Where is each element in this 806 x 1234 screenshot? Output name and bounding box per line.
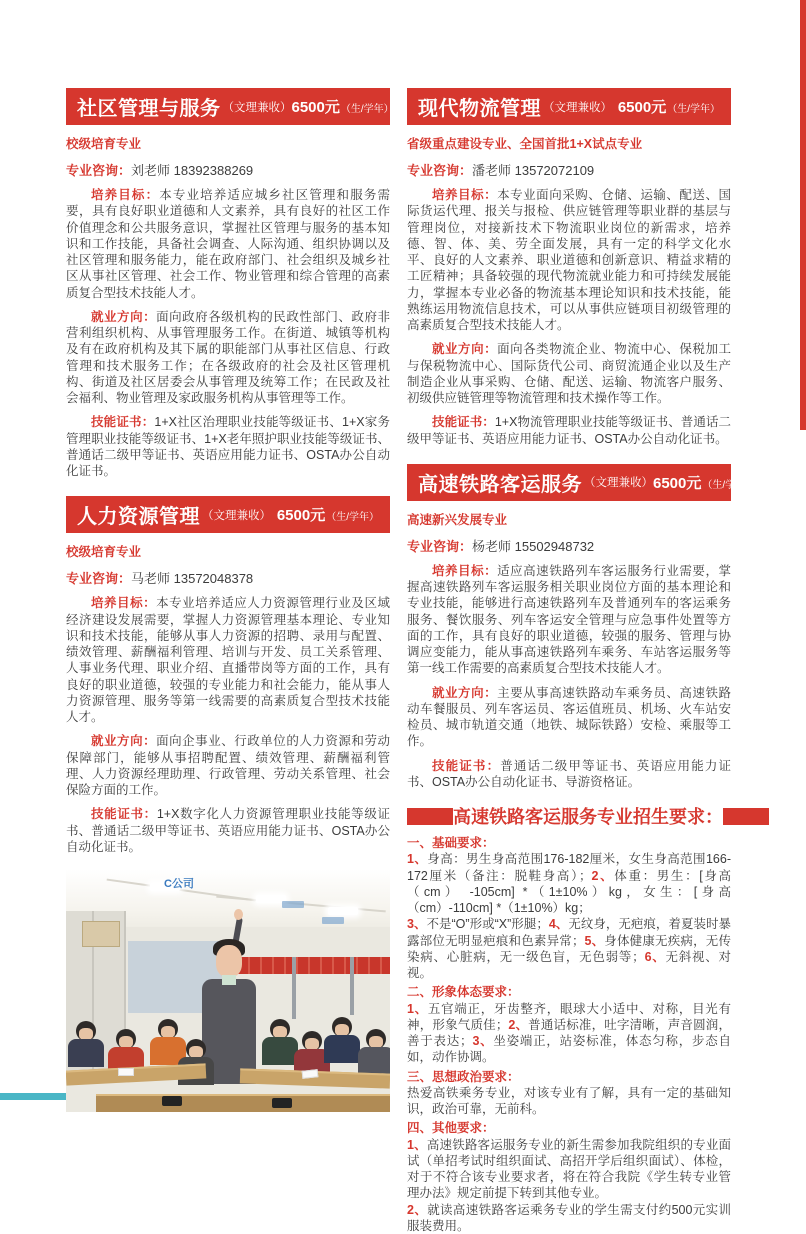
program-stream: （文理兼收） <box>223 99 292 115</box>
section-label: 培养目标： <box>91 596 156 610</box>
program-fee-amount: 6500元 <box>277 504 325 525</box>
photo-teacher-hand <box>234 909 243 920</box>
requirements-title-row <box>407 803 731 829</box>
section-text: 适应高速铁路列车客运服务行业需要，掌握高速铁路列车客运服务相关职业岗位方面的基本理论和专业技能，能够进行高速铁路列车及普通列车的客运乘务服务、餐饮服务、列车客运安全管理与应急事件处置等方面的工作，具有良好的职业道德，较强的服务、管理与协调应变能力，能从事高速铁路列车乘务、车站客运服务等第一线工作需要的高素质复合型技术技能人才。 <box>407 564 731 676</box>
program-career-paragraph <box>66 309 390 407</box>
program-goal-paragraph <box>66 187 390 301</box>
section-text: 主要从事高速铁路动车乘务员、高速铁路动车餐服员、列车客运员、客运值班员、机场、火车站安检员、城市轨道交通（地铁、城际铁路）安检、乘服等工作。 <box>407 686 731 749</box>
photo-stand-post <box>350 957 354 1015</box>
program-fee <box>277 504 379 525</box>
program-fee <box>292 96 394 117</box>
photo-teacher-head <box>216 945 242 977</box>
program-certificate-paragraph <box>407 758 731 791</box>
photo-student <box>262 1019 298 1065</box>
program-fee-unit: （生/学年） <box>667 100 720 115</box>
consult-label: 专业咨询： <box>407 539 472 554</box>
requirement-line <box>407 1202 731 1234</box>
program-goal-paragraph <box>407 563 731 677</box>
section-text: 1+X物流管理职业技能等级证书、普通话二级甲等证书、英语应用能力证书、OSTA办公自动化证书。 <box>407 415 731 445</box>
program-fee-amount: 6500元 <box>618 96 666 117</box>
requirement-text: 不是“O”形或“X”形腿； <box>426 917 548 931</box>
section-label: 技能证书： <box>432 759 500 773</box>
consult-value: 潘老师 13572072109 <box>472 163 594 178</box>
photo-cardboard-box <box>82 921 120 947</box>
program-certificate-paragraph <box>407 414 731 447</box>
requirement-text: 身高：男生身高范围176-182厘米，女生身高范围166-172厘米（备注：脱鞋身高）； <box>407 852 731 882</box>
requirement-text: 坐姿端正，站姿标准，体态匀称，步态自如，动作协调。 <box>407 1034 731 1064</box>
requirement-text: 普通话标准，吐字清晰，声音圆润，善于表达； <box>407 1018 731 1048</box>
program-title: 高速铁路客运服务 <box>418 468 582 497</box>
section-text: 面向政府各级机构的民政性部门、政府非营利组织机构、从事管理服务工作。在街道、城镇等机构及有在政府机构及其下属的职能部门从事社区信息、行政管理和技术服务工作；在各级政府的社会及社区管理机构、街道及社区居委会从事管理及统筹工作；在民政及社会福利、物业管理及家政服务机构从事管理等工作。 <box>66 310 390 405</box>
requirement-number: 3、 <box>472 1034 493 1048</box>
program-consult-line <box>407 536 731 555</box>
requirement-text: 身体健康无疾病，无传染病、心脏病，无一级色盲，无色弱等； <box>407 934 731 964</box>
program-career-paragraph <box>66 733 390 798</box>
section-text: 普通话二级甲等证书、英语应用能力证书、OSTA办公自动化证书、导游资格证。 <box>407 759 731 789</box>
photo-student <box>68 1021 104 1067</box>
photo-student <box>324 1017 360 1063</box>
program-goal-paragraph <box>66 595 390 725</box>
consult-label: 专业咨询： <box>407 163 472 178</box>
consult-value: 刘老师 18392388269 <box>131 163 253 178</box>
page-edge-accent-right <box>800 0 806 430</box>
program-title: 人力资源管理 <box>77 500 200 529</box>
requirement-text: 高速铁路客运服务专业的新生需参加我院组织的专业面试（单招考试时组织面试、高招开学后组织面试）、体检，对于不符合该专业要求者，将在符合我院《学生转专业管理办法》规定前提下转到其他专业。 <box>407 1138 731 1201</box>
program-consult-line <box>66 160 390 179</box>
program-card-high-speed-rail <box>407 464 731 790</box>
requirements-list <box>407 835 731 1234</box>
program-header <box>407 88 731 125</box>
program-header <box>407 464 731 501</box>
classroom-photo <box>66 869 390 1112</box>
program-career-paragraph <box>407 341 731 406</box>
consult-label: 专业咨询： <box>66 163 131 178</box>
program-goal-paragraph <box>407 187 731 333</box>
section-label: 技能证书： <box>91 415 154 429</box>
right-column <box>407 88 731 1234</box>
requirement-line <box>407 916 731 981</box>
requirement-number: 1、 <box>407 1138 427 1152</box>
section-text: 本专业培养适应人力资源管理行业及区域经济建设发展需要，掌握人力资源管理基本理论、专业知识和技术技能，能够从事人力资源的招聘、录用与配置、绩效管理、薪酬福利管理、培训与开发、员工关系管理、人事业务代理、职业介绍、直播带岗等方面的工作，具有良好的职业道德，较强的专业能力和社会能力，能从事人力资源管理、服务等第一线需要的高素质复合型技术技能人才。 <box>66 596 390 724</box>
requirement-line <box>407 1137 731 1202</box>
section-text: 本专业培养适应城乡社区管理和服务需要，具有良好职业道德和人文素养，具有良好的社区工作价值理念和公共服务意识，掌握社区管理与服务的基本知识和工作技能，具备社会调查、人际沟通、组织协调以及社区管理和服务能力，能在政府部门、社会组织及城乡社区从事社区管理、社会工作、物业管理和综合管理的高素质复合型技术技能人才。 <box>66 188 390 300</box>
requirement-line <box>407 1001 731 1066</box>
requirement-text: 热爱高铁乘务专业，对该专业有了解，具有一定的基础知识，政治可靠，无前科。 <box>407 1086 731 1116</box>
requirement-number: 2、 <box>508 1018 528 1032</box>
program-badge: 校级培育专业 <box>66 134 390 152</box>
program-badge: 高速新兴发展专业 <box>407 510 731 528</box>
photo-stand-post <box>292 957 296 1019</box>
program-stream: （文理兼收） <box>584 474 653 490</box>
section-text: 1+X数字化人力资源管理职业技能等级证书、普通话二级甲等证书、英语应用能力证书、OSTA办公自动化证书。 <box>66 807 390 854</box>
section-label: 就业方向： <box>432 342 497 356</box>
program-badge: 省级重点建设专业、全国首批1+X试点专业 <box>407 134 731 152</box>
left-column <box>66 88 390 1234</box>
photo-paper <box>118 1068 134 1076</box>
section-label: 就业方向： <box>91 734 156 748</box>
photo-paper <box>302 1069 319 1079</box>
section-label: 就业方向： <box>432 686 497 700</box>
program-stream: （文理兼收） <box>202 507 271 523</box>
photo-small-sign <box>282 901 304 908</box>
program-fee-amount: 6500元 <box>292 96 340 117</box>
program-title: 现代物流管理 <box>418 92 541 121</box>
program-fee-amount: 6500元 <box>653 472 701 493</box>
program-career-paragraph <box>407 685 731 750</box>
requirement-text: 无纹身，无疤痕，着夏装时暴露部位无明显疤痕和色素异常； <box>407 917 731 947</box>
section-label: 就业方向： <box>91 310 156 324</box>
program-card-human-resources <box>66 496 390 855</box>
program-fee-unit: （生/学年） <box>326 508 379 523</box>
program-header <box>66 88 390 125</box>
section-label: 培养目标： <box>432 564 497 578</box>
requirement-text: 五官端正，牙齿整齐，眼球大小适中、对称，目光有神，形象气质佳； <box>407 1002 731 1032</box>
requirement-group-heading: 一、基础要求： <box>407 835 731 851</box>
requirement-number: 5、 <box>584 934 604 948</box>
requirement-group-heading: 四、其他要求： <box>407 1120 731 1136</box>
requirements-title-right-block <box>723 808 769 825</box>
requirement-number: 4、 <box>549 917 568 931</box>
program-fee <box>618 96 720 117</box>
requirement-number: 2、 <box>592 869 615 883</box>
photo-student <box>358 1029 390 1075</box>
program-header <box>66 496 390 533</box>
requirement-line <box>407 1085 731 1118</box>
consult-value: 马老师 13572048378 <box>131 571 253 586</box>
photo-small-sign <box>322 917 344 924</box>
program-fee-unit: （生/学年） <box>702 476 755 491</box>
photo-teacher-collar <box>222 975 236 985</box>
requirement-group-heading: 二、形象体态要求： <box>407 984 731 1000</box>
section-text: 1+X社区治理职业技能等级证书、1+X家务管理职业技能等级证书、1+X老年照护职业技能等级证书、普通话二级甲等证书、英语应用能力证书、OSTA办公自动化证书。 <box>66 415 390 478</box>
program-fee-unit: （生/学年） <box>341 100 394 115</box>
requirement-text: 就读高速铁路客运乘务专业的学生需支付约500元实训服装费用。 <box>407 1203 731 1233</box>
requirement-number: 2、 <box>407 1203 427 1217</box>
requirement-line <box>407 851 731 916</box>
section-label: 技能证书： <box>91 807 157 821</box>
program-certificate-paragraph <box>66 414 390 479</box>
requirement-number: 6、 <box>645 950 666 964</box>
photo-red-banner <box>238 957 390 974</box>
program-stream: （文理兼收） <box>543 99 612 115</box>
program-card-modern-logistics <box>407 88 731 447</box>
photo-desk <box>96 1094 390 1112</box>
requirements-title-left-block <box>407 808 453 825</box>
photo-ceiling-light <box>328 907 358 915</box>
requirement-text: 无斜视、对视。 <box>407 950 731 980</box>
section-text: 本专业面向采购、仓储、运输、配送、国际货运代理、报关与报检、供应链管理等职业群的基层与管理岗位，对接新技术下物流职业岗位的新需求，培养德、智、体、美、劳全面发展，具有一定的科学文化水平、良好的人文素养、职业道德和创新意识、精益求精的工匠精神；具备较强的现代物流就业能力和可持续发展能力，掌握本专业必备的物流基本理论知识和技术技能，能熟练运用物流信息技术，可以从事供应链项目初级管理的高素质复合型技术技能人才。 <box>407 188 731 332</box>
requirement-group-heading: 三、思想政治要求： <box>407 1069 731 1085</box>
photo-wall-sign-text: C公司 <box>164 875 194 891</box>
section-label: 培养目标： <box>91 188 159 202</box>
requirement-number: 1、 <box>407 1002 428 1016</box>
program-consult-line <box>66 568 390 587</box>
consult-label: 专业咨询： <box>66 571 131 586</box>
program-certificate-paragraph <box>66 806 390 855</box>
program-title: 社区管理与服务 <box>77 92 221 121</box>
section-label: 技能证书： <box>432 415 495 429</box>
program-consult-line <box>407 160 731 179</box>
requirement-number: 1、 <box>407 852 427 866</box>
program-fee <box>653 472 755 493</box>
requirement-text: 体重：男生：[身高（cm） -105cm] *（1±10%）kg，女生：[身高（cm）-110cm] *（1±10%）kg； <box>407 869 731 916</box>
program-badge: 校级培育专业 <box>66 542 390 560</box>
requirement-number: 3、 <box>407 917 426 931</box>
requirements-title: 高速铁路客运服务专业招生要求： <box>453 803 723 829</box>
program-card-community-management <box>66 88 390 479</box>
consult-value: 杨老师 15502948732 <box>472 539 594 554</box>
photo-chair <box>162 1096 182 1106</box>
section-text: 面向企事业、行政单位的人力资源和劳动保障部门，能够从事招聘配置、绩效管理、薪酬福利管理、人力资源经理助理、行政管理、劳动关系管理、社会保险方面的工作。 <box>66 734 390 797</box>
section-text: 面向各类物流企业、物流中心、保税加工与保税物流中心、国际货代公司、商贸流通企业以及生产制造企业从事采购、仓储、配送、运输、物流客户服务、初级供应链管理等物流管理和技术操作等工作。 <box>407 342 731 405</box>
section-label: 培养目标： <box>432 188 497 202</box>
